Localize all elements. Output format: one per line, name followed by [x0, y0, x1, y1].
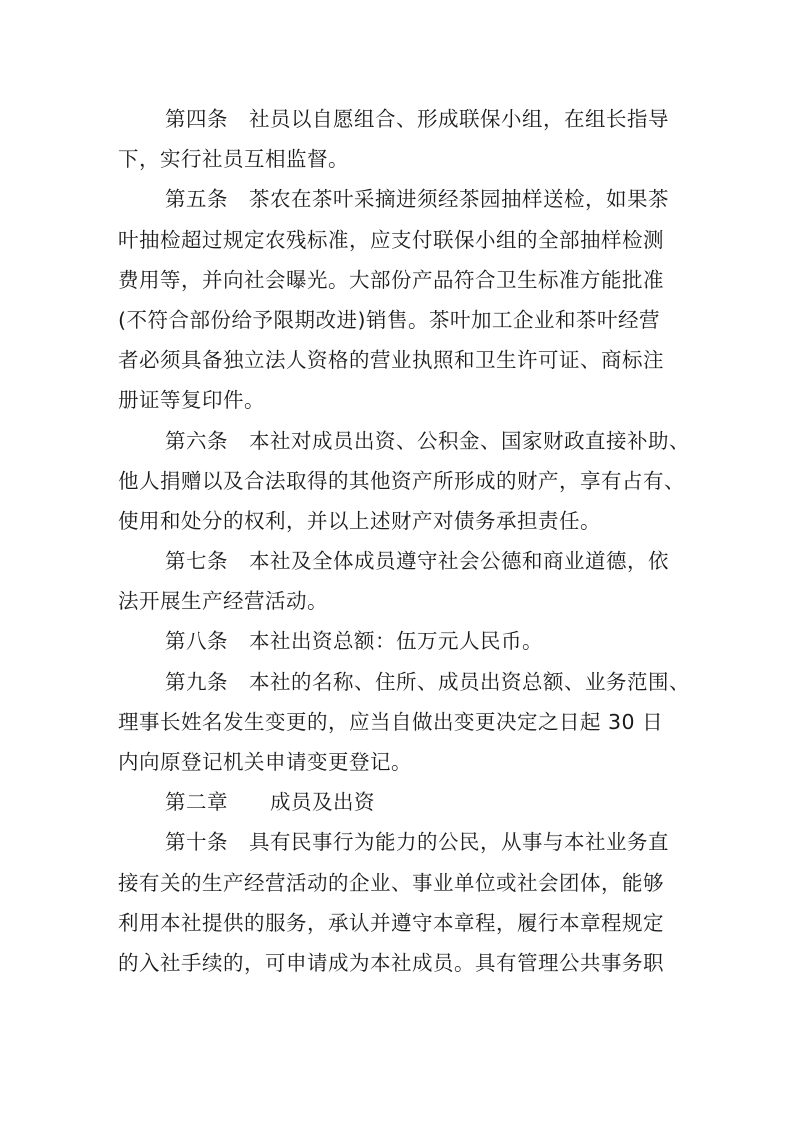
paragraph-line: 叶抽检超过规定农残标准，应支付联保小组的全部抽样检测: [118, 227, 664, 252]
paragraph-line: 第六条 本社对成员出资、公积金、国家财政直接补助、: [165, 428, 690, 453]
paragraph-line: 第七条 本社及全体成员遵守社会公德和商业道德，依: [165, 549, 669, 574]
paragraph-line: 下，实行社员互相监督。: [118, 147, 349, 172]
paragraph-line: 内向原登记机关申请变更登记。: [118, 750, 412, 774]
paragraph-line: 他人捐赠以及合法取得的其他资产所形成的财产，享有占有、: [118, 468, 685, 493]
paragraph-line: 第四条 社员以自愿组合、形成联保小组，在组长指导: [165, 107, 669, 131]
document-body: [118, 99, 690, 983]
paragraph-line: 第九条 本社的名称、住所、成员出资总额、业务范围、: [165, 669, 690, 694]
paragraph-line: (不符合部份给予限期改进)销售。茶叶加工企业和茶叶经营: [118, 307, 660, 332]
paragraph-line: 的入社手续的，可申请成为本社成员。具有管理公共事务职: [118, 950, 664, 975]
paragraph-line: 第八条 本社出资总额：伍万元人民币。: [165, 629, 543, 654]
paragraph-line: 费用等，并向社会曝光。大部份产品符合卫生标准方能批准: [118, 267, 664, 292]
paragraph-line: 使用和处分的权利，并以上述财产对债务承担责任。: [118, 508, 601, 533]
paragraph-line: 利用本社提供的服务，承认并遵守本章程，履行本章程规定: [118, 910, 664, 935]
paragraph-line: 接有关的生产经营活动的企业、事业单位或社会团体，能够: [118, 870, 664, 895]
paragraph-line: 第五条 茶农在茶叶采摘进须经茶园抽样送检，如果茶: [165, 187, 669, 212]
paragraph-line: 册证等复印件。: [118, 388, 265, 413]
chapter-heading: 第二章 成员及出资: [165, 790, 375, 815]
paragraph-line: 理事长姓名发生变更的，应当自做出变更决定之日起 30 日: [118, 709, 664, 734]
paragraph-line: 法开展生产经营活动。: [118, 589, 328, 614]
paragraph-line: 第十条 具有民事行为能力的公民，从事与本社业务直: [165, 830, 669, 855]
paragraph-line: 者必须具备独立法人资格的营业执照和卫生许可证、商标注: [118, 348, 664, 373]
